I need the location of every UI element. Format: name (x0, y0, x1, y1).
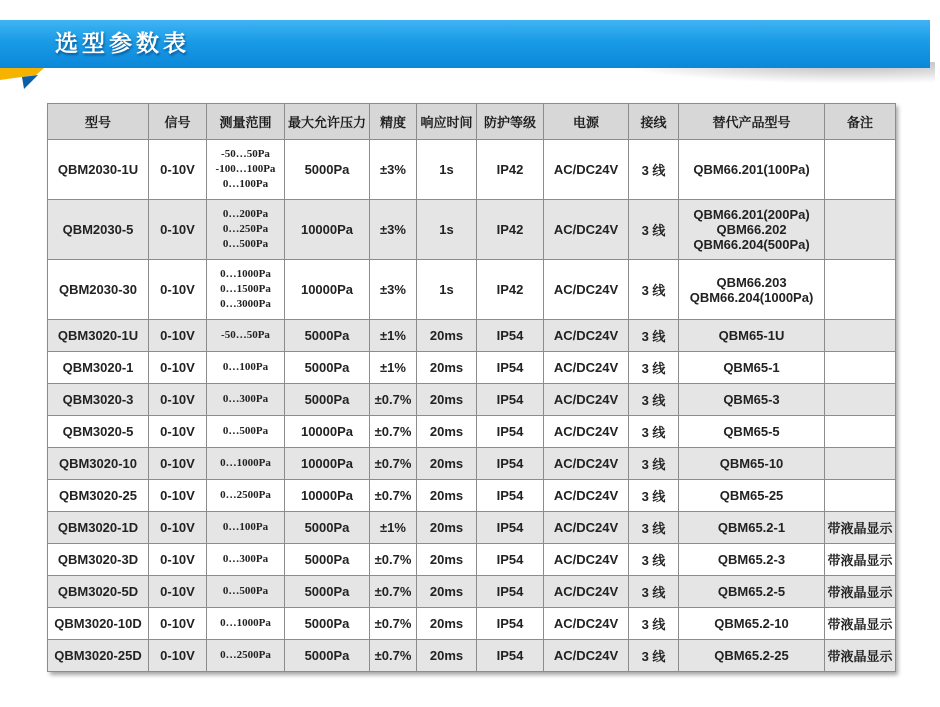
measuring-range-line: -50…50Pa (221, 329, 270, 341)
measuring-range-line: 0…100Pa (222, 361, 269, 373)
cell-replacement-model (679, 480, 825, 512)
table-row (48, 576, 896, 608)
cell-note: 带液晶显示 (825, 640, 896, 672)
cell-power-supply: AC/DC24V (544, 200, 629, 260)
replacement-model-line: QBM66.202 (716, 222, 787, 237)
cell-accuracy: ±0.7% (370, 544, 417, 576)
measuring-range-line: 0…100Pa (222, 521, 269, 533)
cell-wiring: 3 线 (629, 448, 679, 480)
cell-response-time: 20ms (417, 320, 477, 352)
cell-power-supply: AC/DC24V (544, 608, 629, 640)
measuring-range-line: 0…500Pa (222, 585, 269, 597)
measuring-range-line: 0…2500Pa (220, 649, 271, 661)
measuring-range-line: 0…300Pa (222, 393, 269, 405)
cell-measuring-range (207, 608, 285, 640)
cell-power-supply: AC/DC24V (544, 320, 629, 352)
table-row (48, 544, 896, 576)
cell-power-supply: AC/DC24V (544, 384, 629, 416)
cell-accuracy: ±0.7% (370, 640, 417, 672)
parameter-table-container (47, 103, 895, 672)
measuring-range-line: 0…500Pa (222, 238, 269, 250)
selection-parameter-table (47, 103, 896, 672)
cell-replacement-model (679, 260, 825, 320)
measuring-range-line: 0…1000Pa (220, 268, 271, 280)
column-header-max-pressure: 最大允许压力 (285, 104, 370, 140)
cell-note (825, 140, 896, 200)
column-header-protection-grade: 防护等级 (477, 104, 544, 140)
cell-measuring-range (207, 320, 285, 352)
replacement-model-line: QBM66.204(1000Pa) (689, 289, 814, 305)
cell-signal: 0-10V (149, 260, 207, 320)
measuring-range-line: 0…300Pa (222, 553, 269, 565)
cell-signal: 0-10V (149, 608, 207, 640)
cell-power-supply: AC/DC24V (544, 576, 629, 608)
cell-response-time: 20ms (417, 352, 477, 384)
cell-model: QBM3020-10 (48, 448, 149, 480)
table-row (48, 140, 896, 200)
cell-accuracy: ±1% (370, 512, 417, 544)
cell-measuring-range (207, 640, 285, 672)
cell-power-supply: AC/DC24V (544, 140, 629, 200)
column-header-response-time: 响应时间 (417, 104, 477, 140)
cell-accuracy: ±0.7% (370, 480, 417, 512)
cell-measuring-range (207, 416, 285, 448)
cell-response-time: 20ms (417, 544, 477, 576)
cell-replacement-model (679, 140, 825, 200)
cell-measuring-range (207, 200, 285, 260)
measuring-range-line: 0…1500Pa (220, 283, 271, 295)
column-header-note: 备注 (825, 104, 896, 140)
cell-wiring: 3 线 (629, 384, 679, 416)
cell-replacement-model (679, 352, 825, 384)
table-row (48, 352, 896, 384)
cell-signal: 0-10V (149, 416, 207, 448)
cell-max-pressure: 5000Pa (285, 640, 370, 672)
cell-protection-grade: IP54 (477, 320, 544, 352)
fold-yellow-strip (0, 68, 44, 80)
table-row (48, 320, 896, 352)
cell-signal: 0-10V (149, 448, 207, 480)
cell-measuring-range (207, 448, 285, 480)
cell-measuring-range (207, 352, 285, 384)
cell-protection-grade: IP54 (477, 384, 544, 416)
cell-note (825, 448, 896, 480)
cell-signal: 0-10V (149, 576, 207, 608)
cell-wiring: 3 线 (629, 260, 679, 320)
cell-wiring: 3 线 (629, 200, 679, 260)
measuring-range-line: 0…1000Pa (220, 617, 271, 629)
section-title: 选型参数表 (55, 31, 190, 57)
measuring-range-line: 0…100Pa (222, 178, 269, 190)
cell-power-supply: AC/DC24V (544, 416, 629, 448)
cell-measuring-range (207, 480, 285, 512)
cell-max-pressure: 5000Pa (285, 608, 370, 640)
cell-protection-grade: IP54 (477, 480, 544, 512)
cell-protection-grade: IP54 (477, 544, 544, 576)
cell-measuring-range (207, 260, 285, 320)
cell-max-pressure: 5000Pa (285, 576, 370, 608)
column-header-measuring-range: 测量范围 (207, 104, 285, 140)
replacement-model-line: QBM66.201(100Pa) (693, 162, 810, 177)
header-row (48, 104, 896, 140)
replacement-model-line: QBM65-25 (719, 488, 784, 503)
cell-response-time: 20ms (417, 448, 477, 480)
cell-note (825, 416, 896, 448)
replacement-model-line: QBM65.2-25 (714, 648, 789, 663)
cell-measuring-range (207, 512, 285, 544)
cell-max-pressure: 5000Pa (285, 352, 370, 384)
cell-model: QBM3020-3D (48, 544, 149, 576)
replacement-model-line: QBM65.2-1 (717, 520, 786, 535)
cell-model: QBM3020-25D (48, 640, 149, 672)
cell-model: QBM3020-1D (48, 512, 149, 544)
cell-accuracy: ±3% (370, 260, 417, 320)
cell-response-time: 20ms (417, 640, 477, 672)
cell-max-pressure: 10000Pa (285, 448, 370, 480)
replacement-model-line: QBM65-5 (723, 424, 780, 439)
replacement-model-line: QBM65-1 (723, 360, 780, 375)
cell-wiring: 3 线 (629, 320, 679, 352)
replacement-model-line: QBM66.204(500Pa) (693, 237, 810, 252)
cell-accuracy: ±1% (370, 320, 417, 352)
cell-wiring: 3 线 (629, 512, 679, 544)
table-row (48, 640, 896, 672)
replacement-model-line: QBM66.201(200Pa) (693, 207, 810, 222)
cell-replacement-model (679, 416, 825, 448)
cell-replacement-model (679, 448, 825, 480)
cell-model: QBM3020-5 (48, 416, 149, 448)
cell-signal: 0-10V (149, 320, 207, 352)
cell-model: QBM2030-5 (48, 200, 149, 260)
cell-replacement-model (679, 384, 825, 416)
cell-wiring: 3 线 (629, 544, 679, 576)
table-row (48, 480, 896, 512)
cell-response-time: 1s (417, 140, 477, 200)
cell-wiring: 3 线 (629, 640, 679, 672)
banner-ribbon-fold (0, 68, 48, 92)
cell-replacement-model (679, 512, 825, 544)
cell-max-pressure: 5000Pa (285, 544, 370, 576)
cell-note (825, 352, 896, 384)
cell-model: QBM3020-3 (48, 384, 149, 416)
cell-accuracy: ±1% (370, 352, 417, 384)
cell-replacement-model (679, 608, 825, 640)
cell-power-supply: AC/DC24V (544, 544, 629, 576)
cell-model: QBM2030-30 (48, 260, 149, 320)
cell-replacement-model (679, 320, 825, 352)
measuring-range-line: 0…2500Pa (220, 489, 271, 501)
cell-model: QBM3020-5D (48, 576, 149, 608)
table-row (48, 200, 896, 260)
cell-measuring-range (207, 544, 285, 576)
measuring-range-line: 0…200Pa (222, 208, 269, 220)
cell-model: QBM3020-25 (48, 480, 149, 512)
cell-model: QBM3020-1 (48, 352, 149, 384)
table-row (48, 260, 896, 320)
cell-response-time: 1s (417, 260, 477, 320)
cell-measuring-range (207, 576, 285, 608)
table-row (48, 416, 896, 448)
table-body (48, 140, 896, 672)
cell-measuring-range (207, 140, 285, 200)
measuring-range-line: 0…1000Pa (220, 457, 271, 469)
table-row (48, 448, 896, 480)
cell-protection-grade: IP54 (477, 640, 544, 672)
cell-power-supply: AC/DC24V (544, 448, 629, 480)
cell-accuracy: ±3% (370, 200, 417, 260)
cell-power-supply: AC/DC24V (544, 640, 629, 672)
cell-note (825, 320, 896, 352)
cell-note (825, 480, 896, 512)
cell-accuracy: ±0.7% (370, 576, 417, 608)
cell-signal: 0-10V (149, 200, 207, 260)
cell-replacement-model (679, 640, 825, 672)
cell-replacement-model (679, 200, 825, 260)
cell-accuracy: ±3% (370, 140, 417, 200)
cell-power-supply: AC/DC24V (544, 260, 629, 320)
cell-power-supply: AC/DC24V (544, 480, 629, 512)
cell-wiring: 3 线 (629, 480, 679, 512)
cell-protection-grade: IP42 (477, 200, 544, 260)
cell-protection-grade: IP54 (477, 416, 544, 448)
cell-max-pressure: 5000Pa (285, 512, 370, 544)
column-header-wiring: 接线 (629, 104, 679, 140)
cell-note (825, 200, 896, 260)
cell-response-time: 20ms (417, 480, 477, 512)
cell-response-time: 20ms (417, 608, 477, 640)
cell-signal: 0-10V (149, 480, 207, 512)
replacement-model-line: QBM65.2-10 (714, 616, 789, 631)
measuring-range-line: 0…500Pa (222, 425, 269, 437)
cell-signal: 0-10V (149, 544, 207, 576)
cell-wiring: 3 线 (629, 416, 679, 448)
cell-signal: 0-10V (149, 512, 207, 544)
cell-protection-grade: IP54 (477, 512, 544, 544)
cell-wiring: 3 线 (629, 352, 679, 384)
cell-wiring: 3 线 (629, 140, 679, 200)
cell-note (825, 384, 896, 416)
fold-blue-triangle (22, 75, 38, 89)
cell-power-supply: AC/DC24V (544, 352, 629, 384)
measuring-range-line: 0…250Pa (222, 223, 269, 235)
cell-model: QBM3020-1U (48, 320, 149, 352)
cell-max-pressure: 5000Pa (285, 320, 370, 352)
cell-note: 带液晶显示 (825, 544, 896, 576)
cell-wiring: 3 线 (629, 576, 679, 608)
cell-signal: 0-10V (149, 640, 207, 672)
cell-signal: 0-10V (149, 384, 207, 416)
replacement-model-line: QBM65-10 (719, 456, 784, 471)
measuring-range-line: 0…3000Pa (220, 298, 271, 310)
cell-response-time: 20ms (417, 512, 477, 544)
table-row (48, 384, 896, 416)
cell-replacement-model (679, 544, 825, 576)
cell-model: QBM3020-10D (48, 608, 149, 640)
cell-max-pressure: 5000Pa (285, 384, 370, 416)
cell-response-time: 1s (417, 200, 477, 260)
cell-max-pressure: 10000Pa (285, 416, 370, 448)
cell-protection-grade: IP42 (477, 140, 544, 200)
cell-measuring-range (207, 384, 285, 416)
cell-protection-grade: IP54 (477, 448, 544, 480)
cell-accuracy: ±0.7% (370, 608, 417, 640)
table-header (48, 104, 896, 140)
cell-replacement-model (679, 576, 825, 608)
cell-note: 带液晶显示 (825, 576, 896, 608)
cell-signal: 0-10V (149, 140, 207, 200)
cell-signal: 0-10V (149, 352, 207, 384)
cell-protection-grade: IP54 (477, 608, 544, 640)
cell-protection-grade: IP54 (477, 576, 544, 608)
cell-note (825, 260, 896, 320)
cell-accuracy: ±0.7% (370, 384, 417, 416)
cell-max-pressure: 10000Pa (285, 200, 370, 260)
cell-protection-grade: IP42 (477, 260, 544, 320)
table-row (48, 608, 896, 640)
replacement-model-line: QBM65.2-3 (717, 552, 786, 567)
column-header-replacement-model: 替代产品型号 (679, 104, 825, 140)
replacement-model-line: QBM65-1U (718, 328, 785, 343)
cell-response-time: 20ms (417, 384, 477, 416)
replacement-model-line: QBM66.203 (716, 274, 787, 290)
measuring-range-line: -50…50Pa (221, 148, 270, 160)
measuring-range-line: -100…100Pa (215, 163, 276, 175)
table-row (48, 512, 896, 544)
cell-power-supply: AC/DC24V (544, 512, 629, 544)
cell-note: 带液晶显示 (825, 608, 896, 640)
cell-response-time: 20ms (417, 576, 477, 608)
cell-wiring: 3 线 (629, 608, 679, 640)
cell-max-pressure: 10000Pa (285, 480, 370, 512)
cell-note: 带液晶显示 (825, 512, 896, 544)
cell-accuracy: ±0.7% (370, 416, 417, 448)
column-header-accuracy: 精度 (370, 104, 417, 140)
column-header-signal: 信号 (149, 104, 207, 140)
cell-protection-grade: IP54 (477, 352, 544, 384)
column-header-model: 型号 (48, 104, 149, 140)
cell-accuracy: ±0.7% (370, 448, 417, 480)
cell-max-pressure: 5000Pa (285, 140, 370, 200)
replacement-model-line: QBM65.2-5 (717, 584, 786, 599)
replacement-model-line: QBM65-3 (723, 392, 780, 407)
column-header-power-supply: 电源 (544, 104, 629, 140)
cell-response-time: 20ms (417, 416, 477, 448)
cell-model: QBM2030-1U (48, 140, 149, 200)
cell-max-pressure: 10000Pa (285, 260, 370, 320)
